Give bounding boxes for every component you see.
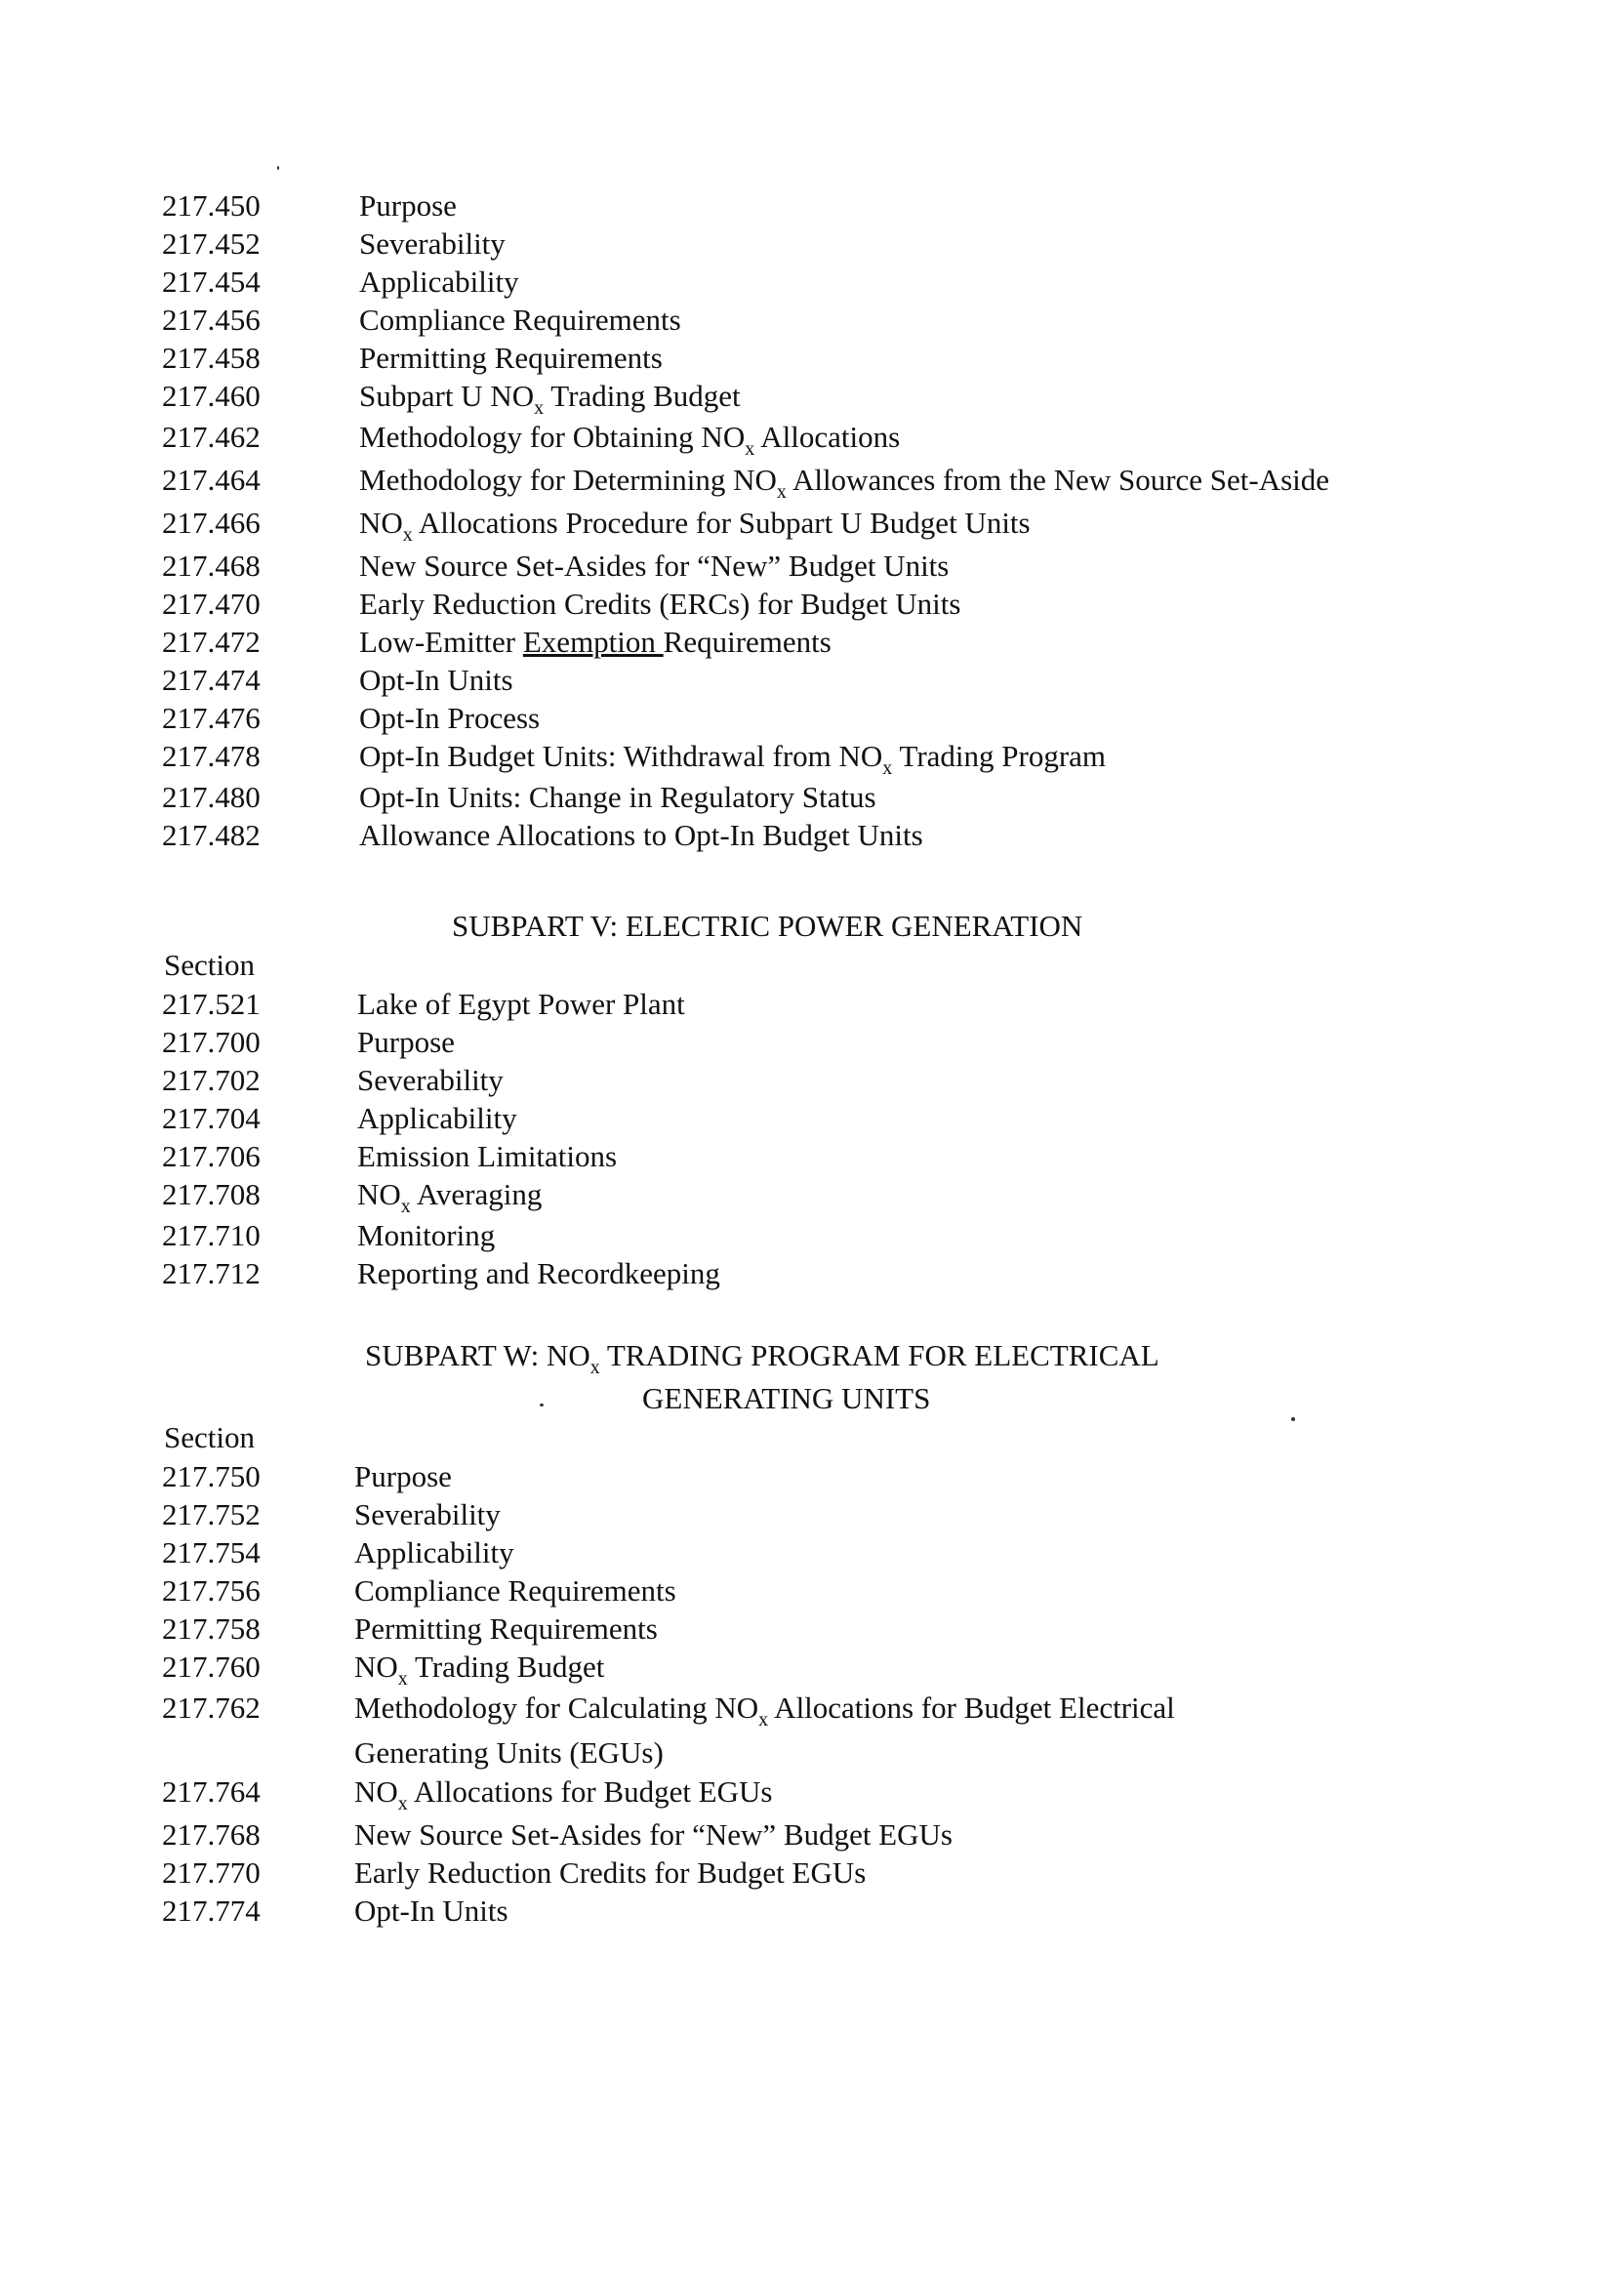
section-number: 217.470 <box>162 587 261 621</box>
section-number: 217.460 <box>162 379 261 413</box>
section-number: 217.450 <box>162 188 261 223</box>
title-text: Averaging <box>410 1177 543 1211</box>
subscript-x: x <box>397 1793 408 1814</box>
section-title: Monitoring <box>357 1218 496 1252</box>
section-number: 217.760 <box>162 1650 261 1684</box>
section-number: 217.754 <box>162 1535 261 1569</box>
subscript-x: x <box>400 1196 411 1217</box>
section-title: Purpose <box>354 1459 452 1493</box>
subscript-x: x <box>402 524 413 546</box>
section-title <box>354 1773 773 1814</box>
section-label: Section <box>164 1420 255 1454</box>
section-number: 217.521 <box>162 987 261 1021</box>
section-title: Reporting and Recordkeeping <box>357 1256 720 1290</box>
section-number: 217.756 <box>162 1573 261 1608</box>
section-number: 217.472 <box>162 625 261 659</box>
section-title: Permitting Requirements <box>359 341 663 375</box>
subscript-x: x <box>397 1668 408 1690</box>
section-title <box>359 462 1330 503</box>
section-title-line2: Generating Units (EGUs) <box>354 1735 664 1770</box>
section-title: Early Reduction Credits for Budget EGUs <box>354 1855 867 1890</box>
section-title: Applicability <box>354 1535 514 1569</box>
subpart-v-heading: SUBPART V: ELECTRIC POWER GENERATION <box>452 909 1083 943</box>
title-text: Allocations Procedure for Subpart U Budget Units <box>412 506 1031 540</box>
section-label: Section <box>164 948 255 982</box>
subpart-w-heading-post: TRADING PROGRAM FOR ELECTRICAL <box>599 1338 1159 1372</box>
section-title: Opt-In Units: Change in Regulatory Status <box>359 780 876 814</box>
section-title: New Source Set-Asides for “New” Budget Units <box>359 549 950 583</box>
subscript-x: x <box>745 438 755 460</box>
subpart-w-heading-pre: SUBPART W: NO <box>365 1338 590 1372</box>
section-title: Applicability <box>357 1101 517 1135</box>
section-title: Lake of Egypt Power Plant <box>357 987 685 1021</box>
subscript-x: x <box>589 1357 600 1378</box>
section-title: Applicability <box>359 265 519 299</box>
section-number: 217.750 <box>162 1459 261 1493</box>
subpart-w-heading-line2: GENERATING UNITS <box>642 1381 931 1415</box>
section-number: 217.456 <box>162 303 261 337</box>
section-number: 217.764 <box>162 1774 261 1809</box>
title-text: Methodology for Calculating NO <box>354 1691 759 1725</box>
section-title <box>354 1649 605 1690</box>
title-text: Trading Program <box>892 739 1107 773</box>
section-number: 217.474 <box>162 663 261 697</box>
subscript-x: x <box>776 481 787 503</box>
title-text: Allocations for Budget Electrical <box>768 1691 1175 1725</box>
section-title: Opt-In Process <box>359 701 541 735</box>
section-title: Purpose <box>359 188 457 223</box>
section-number: 217.706 <box>162 1139 261 1173</box>
section-title: Emission Limitations <box>357 1139 618 1173</box>
title-text: Methodology for Obtaining NO <box>359 420 746 454</box>
section-title <box>354 1690 1175 1731</box>
section-number: 217.752 <box>162 1497 261 1531</box>
section-title: Compliance Requirements <box>354 1573 676 1608</box>
section-number: 217.712 <box>162 1256 261 1290</box>
section-number: 217.458 <box>162 341 261 375</box>
section-number: 217.704 <box>162 1101 261 1135</box>
section-number: 217.758 <box>162 1611 261 1646</box>
section-number: 217.774 <box>162 1894 261 1928</box>
title-text: Allocations <box>754 420 901 454</box>
section-title <box>359 738 1107 779</box>
section-number: 217.770 <box>162 1855 261 1890</box>
subpart-w-heading <box>365 1337 1159 1378</box>
subscript-x: x <box>534 397 545 419</box>
title-text: Opt-In Budget Units: Withdrawal from NO <box>359 739 883 773</box>
section-title <box>359 624 832 661</box>
section-title: Severability <box>354 1497 501 1531</box>
section-title <box>357 1176 543 1217</box>
section-number: 217.762 <box>162 1691 261 1725</box>
section-title: New Source Set-Asides for “New” Budget EGUs <box>354 1817 953 1852</box>
scan-speck <box>277 166 279 170</box>
title-text: Subpart U NO <box>359 379 535 413</box>
section-number: 217.700 <box>162 1025 261 1059</box>
section-number: 217.480 <box>162 780 261 814</box>
section-number: 217.476 <box>162 701 261 735</box>
section-title <box>359 378 741 419</box>
section-title: Severability <box>357 1063 504 1097</box>
title-text: NO <box>357 1177 401 1211</box>
scan-speck <box>1291 1417 1295 1421</box>
section-number: 217.708 <box>162 1177 261 1211</box>
scan-speck <box>540 1404 544 1406</box>
title-text: Allocations for Budget EGUs <box>407 1774 773 1809</box>
section-number: 217.702 <box>162 1063 261 1097</box>
title-text: Trading Budget <box>407 1650 605 1684</box>
section-title: Purpose <box>357 1025 455 1059</box>
section-number: 217.478 <box>162 739 261 773</box>
title-text: NO <box>354 1774 398 1809</box>
section-title: Permitting Requirements <box>354 1611 658 1646</box>
section-title: Allowance Allocations to Opt-In Budget Units <box>359 818 923 852</box>
section-title: Opt-In Units <box>354 1894 508 1928</box>
section-title: Compliance Requirements <box>359 303 681 337</box>
section-number: 217.462 <box>162 420 261 454</box>
title-text: Methodology for Determining NO <box>359 463 777 497</box>
section-title: Opt-In Units <box>359 663 513 697</box>
title-text: NO <box>354 1650 398 1684</box>
section-number: 217.468 <box>162 549 261 583</box>
subscript-x: x <box>882 757 893 779</box>
title-underlined-text: Exemption <box>522 625 664 659</box>
title-text: Low-Emitter <box>359 625 523 659</box>
section-number: 217.466 <box>162 506 261 540</box>
section-number: 217.710 <box>162 1218 261 1252</box>
section-number: 217.454 <box>162 265 261 299</box>
section-number: 217.452 <box>162 226 261 261</box>
subscript-x: x <box>758 1709 769 1731</box>
section-title <box>359 419 901 460</box>
section-number: 217.482 <box>162 818 261 852</box>
title-text: Trading Budget <box>544 379 741 413</box>
section-title: Early Reduction Credits (ERCs) for Budget Units <box>359 587 961 621</box>
section-title: Severability <box>359 226 506 261</box>
title-text: Requirements <box>663 625 832 659</box>
title-text: NO <box>359 506 403 540</box>
title-text: Allowances from the New Source Set-Aside <box>786 463 1330 497</box>
section-number: 217.464 <box>162 463 261 497</box>
section-title <box>359 505 1031 546</box>
section-number: 217.768 <box>162 1817 261 1852</box>
